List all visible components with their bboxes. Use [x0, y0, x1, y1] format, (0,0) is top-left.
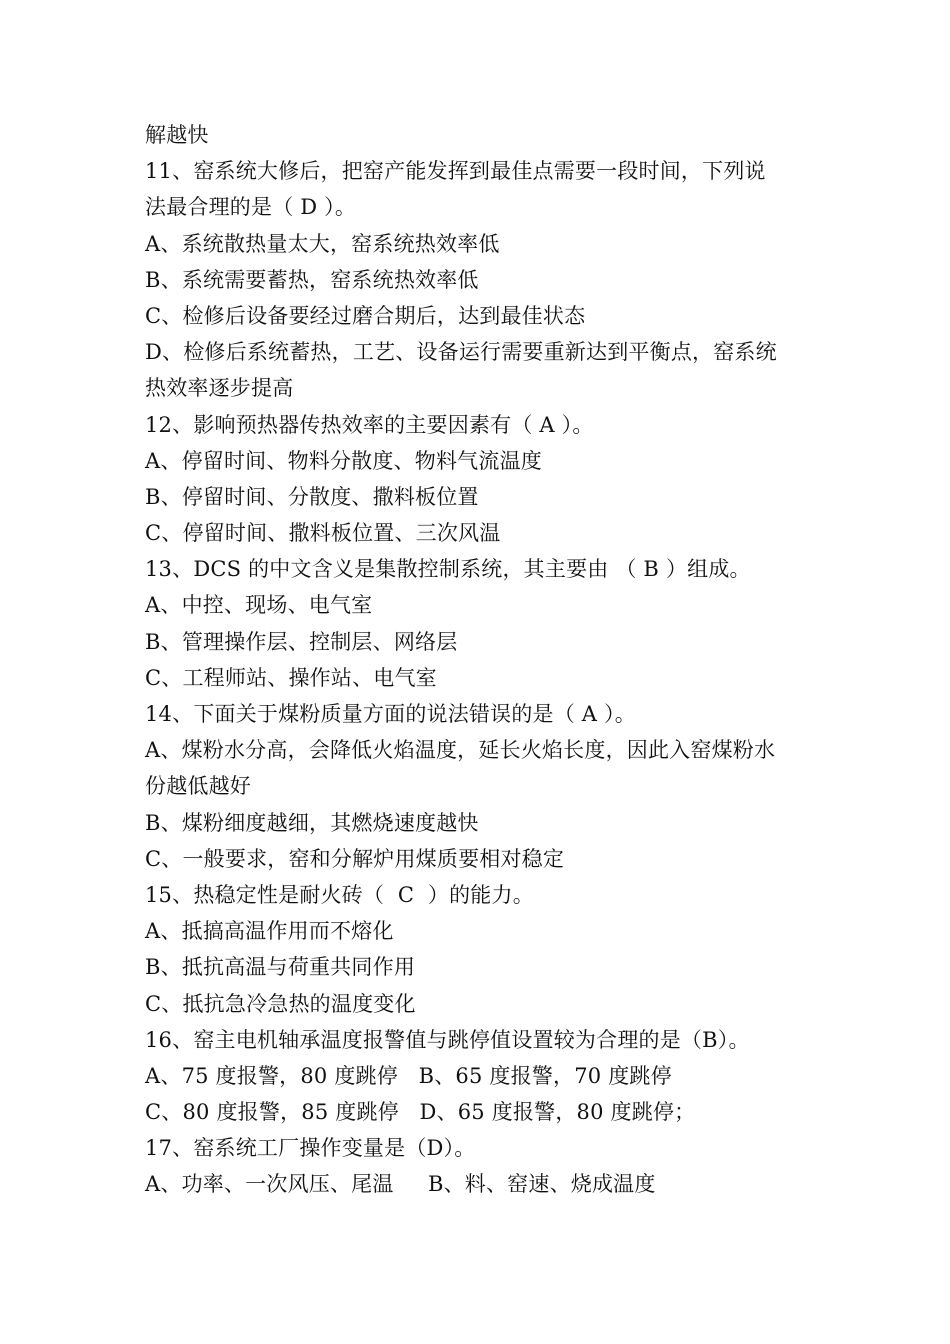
question-15-stem: 15、热稳定性是耐火砖（ C ）的能力。 [145, 882, 534, 907]
question-11-stem: 11、窑系统大修后，把窑产能发挥到最佳点需要一段时间，下列说 [145, 159, 766, 184]
question-11-stem-cont: 法最合理的是（ D ）。 [145, 195, 357, 220]
option-line: A、75 度报警，80 度跳停 B、65 度报警，70 度跳停 [145, 1063, 672, 1088]
option-line: A、功率、一次风压、尾温 B、料、窑速、烧成温度 [145, 1172, 656, 1197]
option-line: A、系统散热量太大，窑系统热效率低 [145, 231, 500, 256]
option-line: C、停留时间、撒料板位置、三次风温 [145, 521, 501, 546]
option-line-cont: 份越低越好 [145, 774, 251, 799]
question-13-stem: 13、DCS 的中文含义是集散控制系统，其主要由 （ B ）组成。 [145, 557, 751, 582]
option-line: A、煤粉水分高，会降低火焰温度，延长火焰长度，因此入窑煤粉水 [145, 738, 776, 763]
question-17-stem: 17、窑系统工厂操作变量是（D）。 [145, 1136, 476, 1161]
option-line: B、管理操作层、控制层、网络层 [145, 629, 458, 654]
option-line: B、抵抗高温与荷重共同作用 [145, 955, 416, 980]
option-line: C、抵抗急冷急热的温度变化 [145, 991, 416, 1016]
option-line: A、抵搞高温作用而不熔化 [145, 919, 394, 944]
option-line: C、工程师站、操作站、电气室 [145, 665, 437, 690]
option-line: D、检修后系统蓄热，工艺、设备运行需要重新达到平衡点，窑系统 [145, 340, 777, 365]
text-line: 解越快 [145, 123, 209, 147]
option-line: C、检修后设备要经过磨合期后，达到最佳状态 [145, 303, 586, 328]
option-line: B、停留时间、分散度、撒料板位置 [145, 484, 479, 509]
option-line: A、停留时间、物料分散度、物料气流温度 [145, 448, 542, 473]
option-line-cont: 热效率逐步提高 [145, 376, 294, 401]
document-body [145, 117, 825, 1203]
option-line: C、一般要求，窑和分解炉用煤质要相对稳定 [145, 846, 565, 871]
option-line: B、煤粉细度越细，其燃烧速度越快 [145, 810, 479, 835]
option-line: B、系统需要蓄热，窑系统热效率低 [145, 267, 479, 292]
option-line: C、80 度报警，85 度跳停 D、65 度报警，80 度跳停； [145, 1100, 696, 1125]
option-line: A、中控、现场、电气室 [145, 593, 373, 618]
question-16-stem: 16、窑主电机轴承温度报警值与跳停值设置较为合理的是（B）。 [145, 1027, 750, 1052]
question-12-stem: 12、影响预热器传热效率的主要因素有（ A ）。 [145, 412, 594, 437]
question-14-stem: 14、下面关于煤粉质量方面的说法错误的是（ A ）。 [145, 702, 636, 726]
